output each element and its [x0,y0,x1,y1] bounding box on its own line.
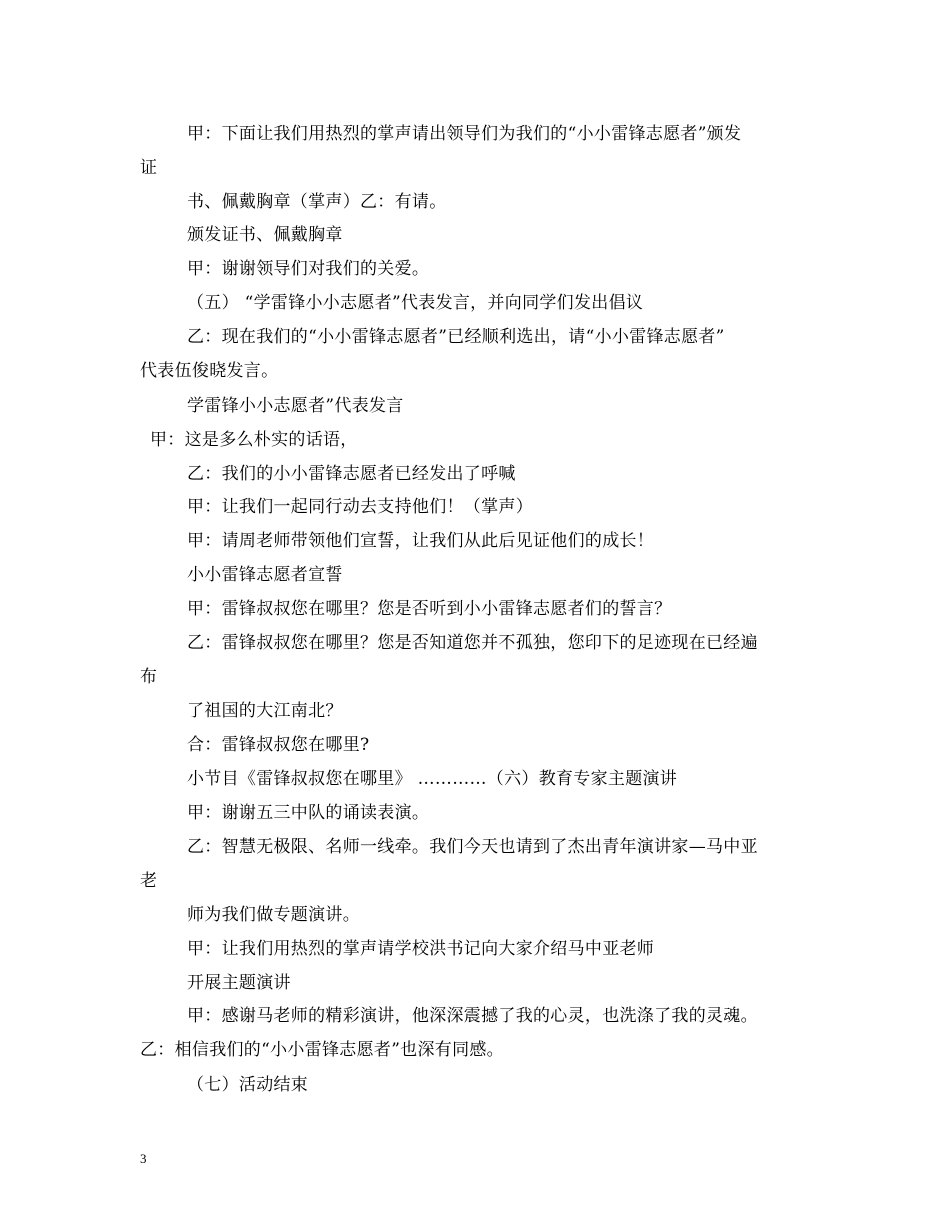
text-line: 合：雷锋叔叔您在哪里? [187,735,370,755]
page-number: 3 [140,1151,147,1166]
text-line: 颁发证书、佩戴胸章 [187,225,343,245]
text-line: 乙：雷锋叔叔您在哪里？您是否知道您并不孤独，您印下的足迹现在已经遍 [187,633,758,653]
section-heading: （七）活动结束 [187,1075,309,1095]
text-line: 乙：智慧无极限、名师一线牵。我们今天也请到了杰出青年演讲家—马中亚 [187,837,758,857]
text-line: 甲：雷锋叔叔您在哪里？您是否听到小小雷锋志愿者们的誓言？ [187,599,672,619]
text-line: 甲：谢谢五三中队的诵读表演。 [187,803,430,823]
text-line: 乙：相信我们的“小小雷锋志愿者”也深有同感。 [140,1040,504,1060]
section-heading: （五） “学雷锋小小志愿者”代表发言，并向同学们发出倡议 [187,293,644,313]
text-line: 甲：感谢马老师的精彩演讲，他深深震撼了我的心灵，也洗涤了我的灵魂。 [187,1006,758,1026]
text-line: 开展主题演讲 [187,973,291,993]
text-line: 乙：现在我们的“小小雷锋志愿者”已经顺利选出，请“小小雷锋志愿者” [187,327,725,347]
text-line: 学雷锋小小志愿者”代表发言 [187,396,404,416]
text-line: 师为我们做专题演讲。 [187,905,360,925]
text-line: 老 [140,871,158,891]
text-line: 甲：下面让我们用热烈的掌声请出领导们为我们的“小小雷锋志愿者”颁发 [187,124,742,144]
text-line: 了祖国的大江南北？ [187,701,343,721]
text-line: 证 [140,158,158,178]
text-line: 甲：谢谢领导们对我们的关爱。 [187,259,430,279]
text-line: 甲：让我们用热烈的掌声请学校洪书记向大家介绍马中亚老师 [187,939,655,959]
text-line: 甲：请周老师带领他们宣誓，让我们从此后见证他们的成长！ [187,531,655,551]
section-heading: 小节目《雷锋叔叔您在哪里》 …………（六）教育专家主题演讲 [187,769,678,789]
text-line: 甲：这是多么朴实的话语， [150,430,358,450]
text-line: 小小雷锋志愿者宣誓 [187,565,343,585]
text-line: 甲：让我们一起同行动去支持他们！（掌声） [187,497,533,517]
text-line: 代表伍俊晓发言。 [140,361,279,381]
text-line: 乙：我们的小小雷锋志愿者已经发出了呼喊 [187,464,516,484]
text-line: 布 [140,667,158,687]
text-line: 书、佩戴胸章（掌声）乙：有请。 [187,192,447,212]
